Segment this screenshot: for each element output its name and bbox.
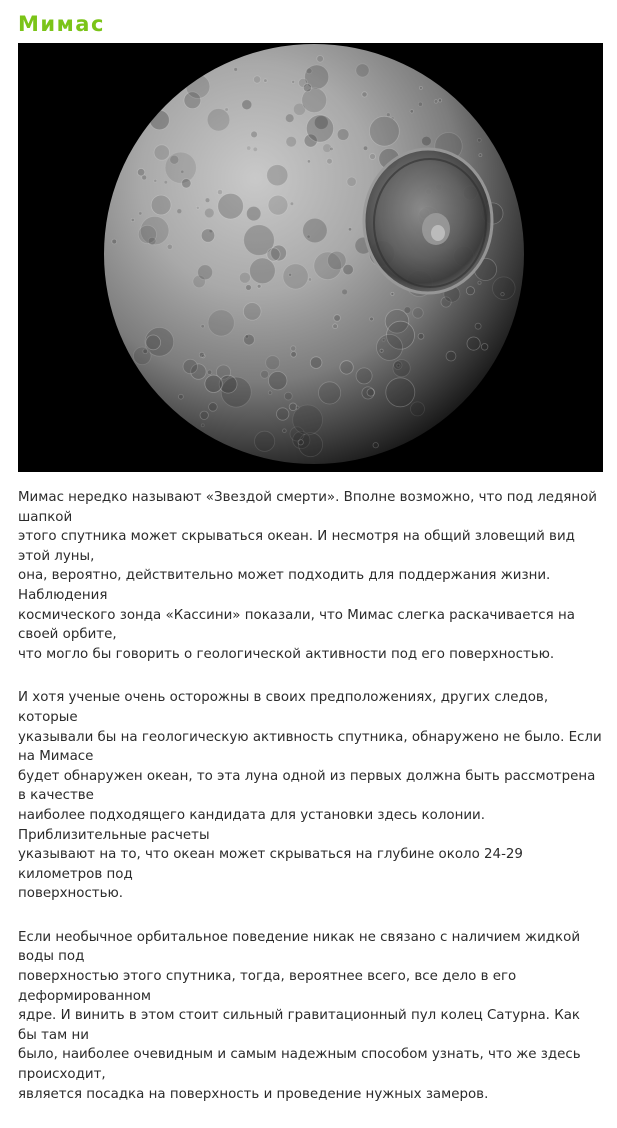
text-line: будет обнаружен океан, то эта луна одной из первых должна быть рассмотрена в качестве <box>18 768 596 804</box>
text-line: она, вероятно, действительно может подходить для поддержания жизни. Наблюдения <box>18 568 551 603</box>
text-line: является посадка на поверхность и проведение нужных замеров. <box>18 1086 489 1102</box>
text-line: этого спутника может скрываться океан. И несмотря на общий зловещий вид этой луны, <box>18 529 575 564</box>
text-line: было, наиболее очевидным и самым надежным способом узнать, что же здесь происходит, <box>18 1047 581 1083</box>
text-line: И хотя ученые очень осторожны в своих предположениях, других следов, которые <box>18 690 549 725</box>
page-title: Мимас <box>18 12 105 36</box>
text-line: поверхностью. <box>18 886 124 902</box>
text-line: Если необычное орбитальное поведение никак не связано с наличием жидкой воды под <box>18 929 581 965</box>
paragraph <box>18 928 603 1104</box>
text-line: космического зонда «Кассини» показали, что Мимас слегка раскачивается на своей орбите, <box>18 607 575 643</box>
text-line: поверхностью этого спутника, тогда, вероятнее всего, все дело в его деформированном <box>18 969 517 1004</box>
text-line: ядре. И винить в этом стоит сильный гравитационный пул колец Сатурна. Как бы там ни <box>18 1008 580 1043</box>
paragraph <box>18 488 603 664</box>
paragraph <box>18 688 603 904</box>
text-line: указывали бы на геологическую активность спутника, обнаружено не было. Если на Мимасе <box>18 729 602 765</box>
article-body <box>18 488 603 1128</box>
text-line: наиболее подходящего кандидата для установки здесь колонии. Приблизительные расчеты <box>18 807 485 843</box>
mimas-photo <box>18 43 603 472</box>
text-line: указывают на то, что океан может скрываться на глубине около 24-29 километров под <box>18 847 523 882</box>
text-line: Мимас нередко называют «Звездой смерти». Вполне возможно, что под ледяной шапкой <box>18 490 597 525</box>
text-line: что могло бы говорить о геологической активности под его поверхностью. <box>18 646 555 662</box>
